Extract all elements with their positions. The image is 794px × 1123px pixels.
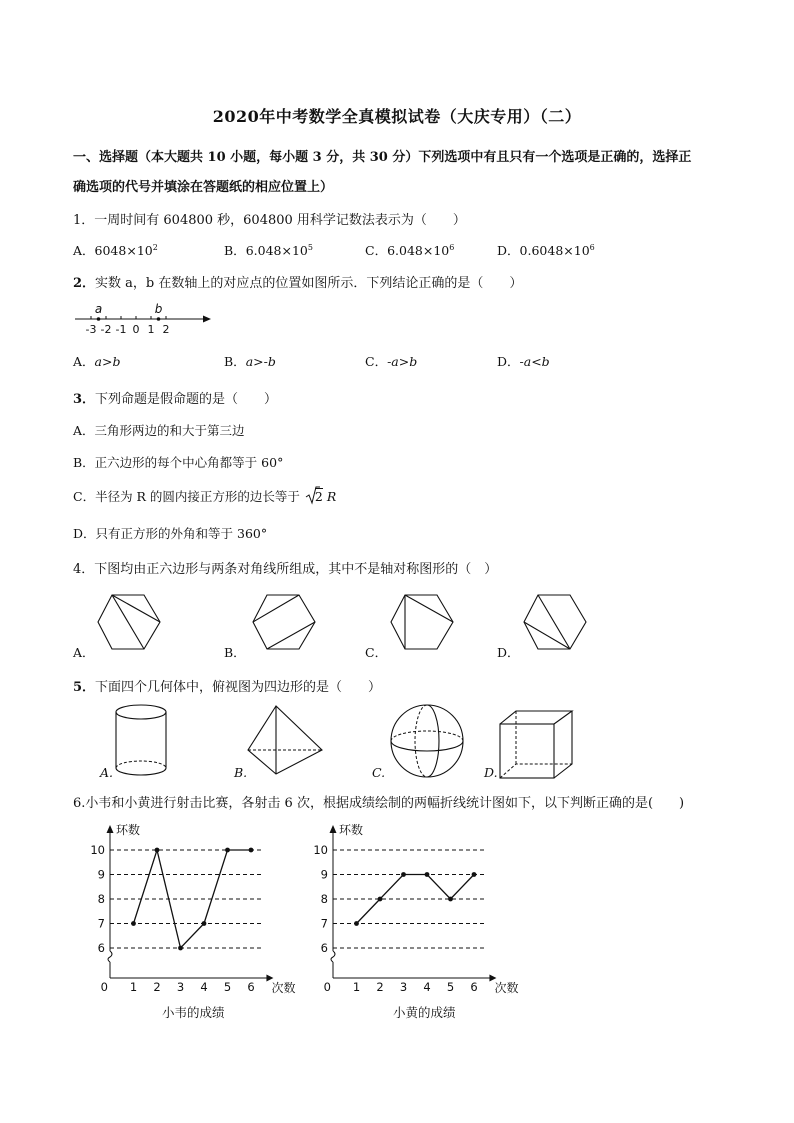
q4-hexagon-d[interactable]	[522, 593, 588, 653]
data-point	[225, 848, 230, 853]
data-point	[202, 921, 207, 926]
q2-stem	[73, 272, 522, 291]
x-tick-label: 1	[352, 980, 361, 994]
q2-option-b-label: B．	[224, 354, 246, 369]
q1-option-c[interactable]	[365, 241, 454, 259]
y-tick-label: 9	[97, 867, 105, 882]
point-a-label: a	[94, 302, 103, 316]
q5-label-a: A.	[100, 765, 114, 780]
data-point	[178, 946, 183, 951]
page-title: 2020年中考数学全真模拟试卷（大庆专用）（二）	[212, 107, 582, 126]
q1-option-b-exp: 5	[307, 242, 313, 252]
q2-option-c[interactable]	[365, 352, 417, 370]
y-tick-label: 8	[97, 892, 105, 906]
x-tick-label: 2	[376, 980, 384, 994]
number-line-tick-label: -3	[85, 323, 97, 336]
number-line-tick-label: 0	[132, 323, 140, 336]
q1-option-c-label: C．	[365, 243, 388, 258]
q4-label-d: D．	[497, 645, 520, 660]
x-tick-label: 6	[470, 980, 478, 994]
x-axis-label: 次数	[271, 981, 296, 995]
y-tick-label: 6	[97, 941, 105, 955]
q1-option-a-exp: 2	[152, 242, 158, 252]
data-point	[448, 897, 453, 902]
series-line	[134, 850, 252, 948]
x-tick-label: 5	[446, 980, 455, 994]
x-tick-label: 4	[423, 980, 431, 994]
y-tick-label: 10	[90, 843, 105, 857]
data-point	[378, 897, 383, 902]
q5-label-d: D.	[484, 765, 498, 780]
q1-option-b[interactable]	[224, 241, 313, 259]
y-axis-arrow	[330, 825, 337, 833]
y-axis-arrow	[107, 825, 114, 833]
q3-number: 3．	[73, 392, 96, 407]
chart-xiaohuang	[303, 820, 523, 1000]
q2-stem-text: 实数 a，b 在数轴上的对应点的位置如图所示．下列结论正确的是（ ）	[95, 276, 523, 291]
x-tick-label: 0	[323, 980, 331, 994]
q2-option-a[interactable]	[73, 352, 120, 370]
chart-xiaowei-title: 小韦的成绩	[162, 1005, 225, 1020]
x-tick-label: 4	[200, 980, 208, 994]
number-line-tick-label: -1	[115, 323, 127, 336]
x-tick-label: 3	[399, 980, 408, 994]
q3-option-a[interactable]: A．三角形两边的和大于第三边	[73, 423, 245, 438]
q5-cube[interactable]	[497, 708, 577, 780]
q5-number: 5．	[73, 680, 96, 695]
q2-option-b[interactable]	[224, 352, 276, 370]
y-axis-label: 环数	[339, 823, 364, 837]
q6-stem: 6.小韦和小黄进行射击比赛，各射击 6 次，根据成绩绘制的两幅折线统计图如下，以下判断正确的是( )	[73, 796, 685, 811]
series-line	[357, 875, 475, 924]
q2-number-line	[73, 298, 213, 338]
q2-option-a-text: a>b	[94, 354, 121, 369]
q2-option-b-text: a>-b	[245, 354, 276, 369]
q4-label-a: A．	[73, 645, 95, 660]
q1-option-a[interactable]	[73, 241, 158, 259]
q5-pyramid[interactable]	[244, 703, 326, 777]
point-b-dot	[157, 317, 161, 321]
q2-option-d-label: D．	[497, 354, 520, 369]
y-tick-label: 6	[320, 941, 328, 955]
axis-break	[108, 951, 112, 962]
x-tick-label: 0	[100, 980, 108, 994]
sqrt-symbol	[306, 486, 318, 506]
q4-stem: 4．下图均由正六边形与两条对角线所组成，其中不是轴对称图形的（ ）	[73, 562, 498, 577]
q3-stem	[73, 388, 277, 407]
point-a-dot	[97, 317, 101, 321]
q3-option-d[interactable]: D．只有正方形的外角和等于 360°	[73, 526, 268, 541]
x-tick-label: 2	[153, 980, 161, 994]
x-tick-label: 6	[247, 980, 255, 994]
q4-hexagon-b[interactable]	[251, 593, 317, 653]
q1-option-a-base: 6048×10	[94, 243, 153, 258]
q1-option-b-label: B．	[224, 243, 246, 258]
q2-option-c-text: -a>b	[387, 354, 418, 369]
q5-stem-text: 下面四个几何体中，俯视图为四边形的是（ ）	[95, 680, 382, 695]
q5-sphere[interactable]	[387, 703, 467, 779]
q4-label-b: B．	[224, 645, 246, 660]
q1-option-d-exp: 6	[589, 242, 595, 252]
q2-option-d[interactable]	[497, 352, 550, 370]
q1-option-a-label: A．	[73, 243, 95, 258]
chart-xiaowei	[80, 820, 300, 1000]
q4-hexagon-a[interactable]	[96, 593, 162, 653]
y-axis-label: 环数	[116, 823, 141, 837]
q3-option-c[interactable]	[73, 487, 336, 505]
section-header-line1: 一、选择题（本大题共 10 小题，每小题 3 分，共 30 分）下列选项中有且只有一个选项是正确的，选择正	[73, 150, 692, 165]
y-tick-label: 8	[320, 892, 328, 906]
number-line-tick-label: 1	[147, 323, 155, 336]
y-tick-label: 7	[97, 916, 105, 931]
q2-option-d-text: -a<b	[519, 354, 550, 369]
q1-stem: 1．一周时间有 604800 秒，604800 用科学记数法表示为（ ）	[73, 213, 466, 228]
q3-option-c-text: C．半径为 R 的圆内接正方形的边长等于	[73, 489, 300, 504]
number-line-arrow	[203, 316, 211, 323]
q5-cylinder[interactable]	[112, 703, 172, 779]
q2-option-a-label: A．	[73, 354, 95, 369]
data-point	[155, 848, 160, 853]
data-point	[401, 872, 406, 877]
y-tick-label: 10	[313, 843, 328, 857]
q5-label-b: B.	[234, 765, 248, 780]
q3-option-c-var: R	[326, 489, 337, 504]
q5-stem	[73, 676, 381, 695]
data-point	[472, 872, 477, 877]
x-axis-label: 次数	[494, 981, 519, 995]
q2-number: 2．	[73, 276, 96, 291]
q3-option-b[interactable]: B．正六边形的每个中心角都等于 60°	[73, 455, 284, 470]
chart-xiaohuang-title: 小黄的成绩	[393, 1005, 456, 1020]
q5-label-c: C.	[372, 765, 386, 780]
q3-stem-text: 下列命题是假命题的是（ ）	[95, 392, 278, 407]
q1-option-d[interactable]	[497, 241, 595, 259]
q1-option-c-base: 6.048×10	[387, 243, 450, 258]
q4-hexagon-c[interactable]	[389, 593, 455, 653]
sqrt-radicand: 2	[314, 489, 323, 504]
y-tick-label: 9	[320, 867, 328, 882]
data-point	[249, 848, 254, 853]
x-tick-label: 3	[176, 980, 185, 994]
sqrt-expression	[306, 489, 323, 504]
data-point	[425, 872, 430, 877]
section-header-line2: 确选项的代号并填涂在答题纸的相应位置上）	[73, 180, 334, 195]
y-tick-label: 7	[320, 916, 328, 931]
q1-option-b-base: 6.048×10	[245, 243, 308, 258]
q1-option-c-exp: 6	[449, 242, 455, 252]
number-line-tick-label: 2	[162, 323, 170, 336]
number-line-tick-label: -2	[100, 323, 112, 336]
data-point	[354, 921, 359, 926]
data-point	[131, 921, 136, 926]
x-tick-label: 5	[223, 980, 232, 994]
x-tick-label: 1	[129, 980, 138, 994]
axis-break	[331, 951, 335, 962]
q1-option-d-label: D．	[497, 243, 520, 258]
q2-option-c-label: C．	[365, 354, 388, 369]
q4-label-c: C．	[365, 645, 388, 660]
q1-option-d-base: 0.6048×10	[519, 243, 590, 258]
point-b-label: b	[154, 302, 163, 316]
